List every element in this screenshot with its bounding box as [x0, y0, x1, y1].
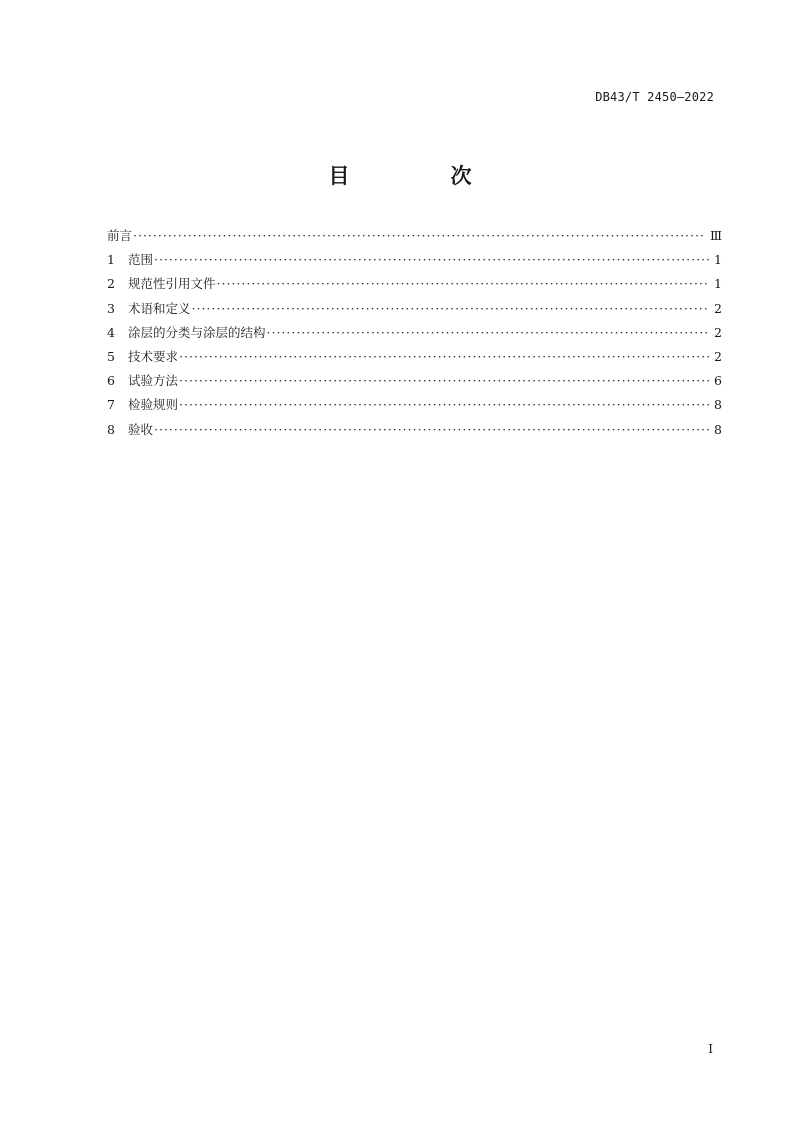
- toc-entry-page: 6: [714, 373, 722, 389]
- toc-entry-technical-requirements[interactable]: [107, 347, 722, 371]
- toc-entry-page: 2: [714, 324, 722, 340]
- toc-entry-number: 8: [107, 421, 115, 437]
- toc-leader-dots: [267, 323, 710, 343]
- toc-entry-label: 试验方法: [128, 373, 179, 389]
- toc-entry-number: 4: [107, 324, 115, 340]
- toc-leader-dots: [179, 371, 709, 391]
- table-of-contents: [107, 226, 722, 444]
- toc-entry-number: 3: [107, 300, 115, 316]
- toc-entry-normative-references[interactable]: [107, 274, 722, 298]
- toc-entry-page: 8: [714, 397, 722, 413]
- toc-entry-label: 前言: [107, 228, 133, 243]
- toc-leader-dots: [179, 395, 709, 415]
- toc-entry-terms-definitions[interactable]: [107, 299, 722, 323]
- toc-entry-number: 1: [107, 252, 115, 268]
- toc-entry-label: 范围: [128, 252, 154, 268]
- toc-entry-inspection-rules[interactable]: [107, 395, 722, 419]
- toc-entry-number: 6: [107, 373, 115, 389]
- toc-entry-label: 规范性引用文件: [128, 276, 216, 292]
- toc-entry-label: 检验规则: [128, 397, 179, 413]
- toc-leader-dots: [192, 299, 710, 319]
- toc-entry-label: 术语和定义: [128, 300, 191, 316]
- toc-entry-test-methods[interactable]: [107, 371, 722, 395]
- toc-entry-number: 5: [107, 348, 115, 364]
- toc-entry-number: 2: [107, 276, 115, 292]
- toc-title: 目 次: [328, 164, 512, 188]
- toc-entry-page: Ⅲ: [709, 228, 722, 243]
- toc-leader-dots: [133, 226, 705, 246]
- toc-entry-number: 7: [107, 397, 115, 413]
- toc-entry-page: 1: [714, 276, 722, 292]
- page-number: I: [708, 1042, 713, 1056]
- toc-entry-page: 8: [714, 421, 722, 437]
- toc-leader-dots: [154, 420, 709, 440]
- toc-entry-page: 2: [714, 300, 722, 316]
- toc-entry-scope[interactable]: [107, 250, 722, 274]
- toc-entry-coating-classification[interactable]: [107, 323, 722, 347]
- toc-leader-dots: [179, 347, 709, 367]
- toc-entry-label: 涂层的分类与涂层的结构: [128, 324, 266, 340]
- toc-entry-page: 2: [714, 348, 722, 364]
- toc-entry-page: 1: [714, 252, 722, 268]
- toc-entry-acceptance[interactable]: [107, 420, 722, 444]
- toc-entry-label: 技术要求: [128, 348, 179, 364]
- toc-entry-label: 验收: [128, 421, 154, 437]
- toc-leader-dots: [217, 274, 710, 294]
- toc-entry-foreword[interactable]: [107, 226, 722, 250]
- standard-code: DB43/T 2450—2022: [595, 90, 714, 104]
- toc-leader-dots: [154, 250, 709, 270]
